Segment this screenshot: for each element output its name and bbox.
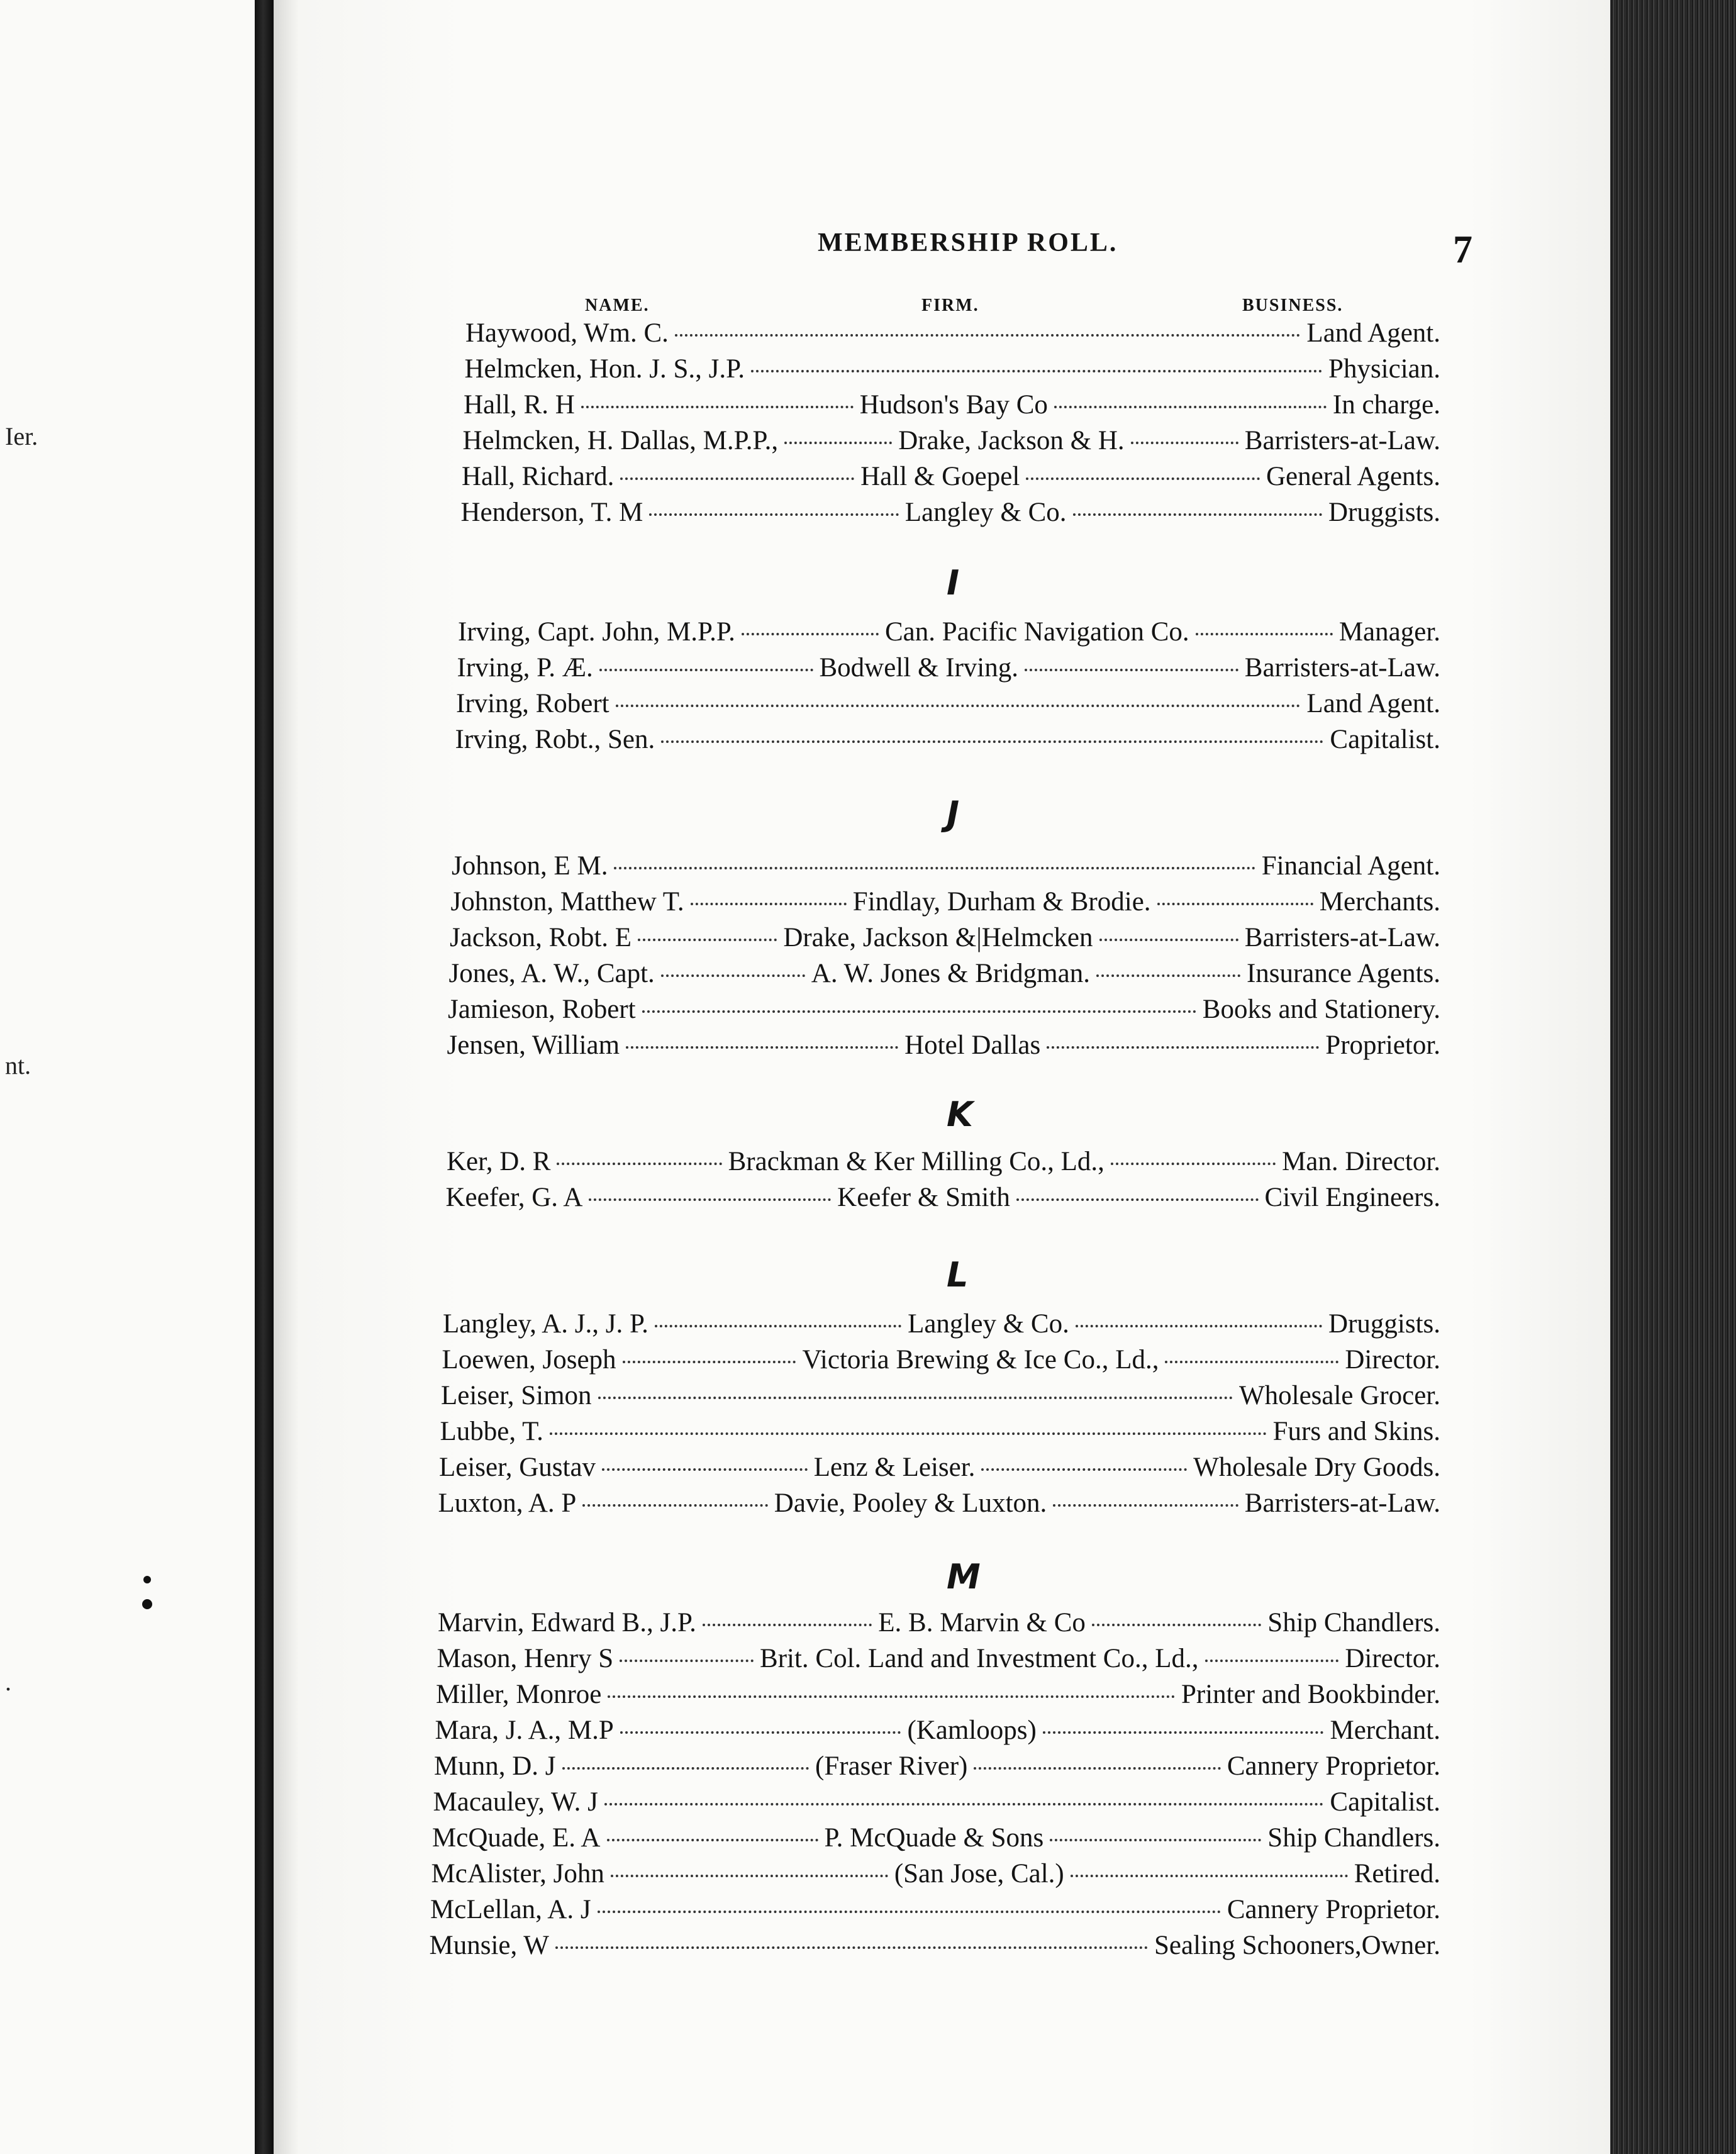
roll-entry bbox=[441, 1380, 1440, 1417]
dot-leader bbox=[661, 740, 1323, 743]
roll-entry bbox=[464, 389, 1440, 426]
roll-entry bbox=[455, 724, 1441, 761]
left-page-fragment: . bbox=[5, 1668, 11, 1696]
member-name: Loewen, Joseph bbox=[442, 1345, 616, 1375]
member-business: Proprietor. bbox=[1325, 1030, 1441, 1060]
dot-leader bbox=[599, 669, 813, 671]
member-business: Physician. bbox=[1328, 354, 1440, 384]
roll-entry bbox=[446, 1182, 1441, 1219]
member-business: Manager. bbox=[1338, 617, 1441, 647]
roll-entry bbox=[456, 688, 1440, 725]
dot-leader bbox=[607, 1839, 818, 1841]
member-firm: (San Jose, Cal.) bbox=[894, 1859, 1064, 1889]
dot-leader bbox=[1076, 1325, 1322, 1327]
member-firm: Bodwell & Irving. bbox=[819, 653, 1018, 683]
member-name: Jones, A. W., Capt. bbox=[448, 959, 655, 988]
member-business: Sealing Schooners,Owner. bbox=[1154, 1931, 1440, 1960]
member-name: Irving, Robt., Sen. bbox=[455, 725, 655, 754]
member-name: Keefer, G. A bbox=[445, 1183, 583, 1212]
member-business: Director. bbox=[1345, 1644, 1440, 1673]
roll-entry bbox=[443, 1309, 1440, 1345]
dot-leader bbox=[598, 1911, 1221, 1913]
roll-entry bbox=[450, 922, 1440, 959]
dot-leader bbox=[602, 1468, 808, 1471]
member-name: Leiser, Simon bbox=[441, 1381, 592, 1410]
member-business: Printer and Bookbinder. bbox=[1181, 1680, 1440, 1709]
dot-leader bbox=[1026, 477, 1260, 480]
dot-leader bbox=[703, 1624, 872, 1626]
member-name: Johnston, Matthew T. bbox=[450, 887, 684, 917]
member-name: Hall, Richard. bbox=[462, 462, 615, 491]
member-firm: Brit. Col. Land and Investment Co., Ld., bbox=[760, 1644, 1199, 1673]
roll-entry bbox=[439, 1452, 1440, 1488]
member-name: Langley, A. J., J. P. bbox=[443, 1309, 648, 1339]
roll-entry bbox=[447, 1146, 1440, 1183]
member-name: Ker, D. R bbox=[447, 1147, 551, 1176]
member-firm: Drake, Jackson &|Helmcken bbox=[783, 923, 1093, 952]
dot-leader bbox=[649, 513, 898, 516]
roll-entry bbox=[463, 425, 1441, 462]
member-firm: E. B. Marvin & Co bbox=[878, 1608, 1086, 1638]
member-name: Marvin, Edward B., J.P. bbox=[438, 1608, 696, 1638]
member-business: Ship Chandlers. bbox=[1267, 1608, 1441, 1638]
member-name: Jamieson, Robert bbox=[448, 995, 636, 1024]
member-name: Mason, Henry S bbox=[437, 1644, 614, 1673]
dot-leader bbox=[1073, 513, 1322, 516]
member-firm: Victoria Brewing & Ice Co., Ld., bbox=[802, 1345, 1159, 1375]
dot-leader bbox=[581, 406, 854, 408]
ink-dot bbox=[142, 1599, 152, 1609]
dot-leader bbox=[611, 1875, 888, 1877]
roll-entry bbox=[442, 1344, 1441, 1381]
roll-entry bbox=[437, 1643, 1441, 1680]
member-business: Ship Chandlers. bbox=[1267, 1823, 1441, 1853]
roll-entry bbox=[433, 1787, 1441, 1823]
dot-leader bbox=[1205, 1660, 1339, 1662]
member-business: Barristers-at-Law. bbox=[1244, 426, 1441, 455]
member-name: Irving, P. Æ. bbox=[457, 653, 593, 683]
dot-leader bbox=[555, 1946, 1148, 1949]
dot-leader bbox=[1025, 669, 1238, 671]
dot-leader bbox=[1071, 1875, 1348, 1877]
dot-leader bbox=[1157, 903, 1313, 905]
page-number: 7 bbox=[1453, 228, 1472, 271]
dot-leader bbox=[608, 1695, 1175, 1698]
dot-leader bbox=[562, 1767, 809, 1770]
dot-leader bbox=[742, 633, 879, 635]
member-business: Capitalist. bbox=[1330, 725, 1440, 754]
column-header-business: BUSINESS. bbox=[1242, 296, 1344, 315]
roll-entry bbox=[458, 617, 1440, 653]
member-name: Jackson, Robt. E bbox=[450, 923, 632, 952]
member-name: Mara, J. A., M.P bbox=[435, 1716, 614, 1745]
section-letter: L bbox=[947, 1255, 969, 1295]
member-business: Man. Director. bbox=[1282, 1147, 1441, 1176]
member-name: Irving, Robert bbox=[456, 689, 609, 718]
book-gutter bbox=[255, 0, 274, 2154]
ink-dot bbox=[143, 1576, 151, 1583]
roll-entry bbox=[448, 994, 1440, 1030]
member-firm: Drake, Jackson & H. bbox=[898, 426, 1125, 455]
member-business: Barristers-at-Law. bbox=[1244, 923, 1440, 952]
member-business: Barristers-at-Law. bbox=[1244, 653, 1440, 683]
member-name: McLellan, A. J bbox=[430, 1895, 591, 1924]
roll-entry bbox=[449, 958, 1441, 995]
dot-leader bbox=[1196, 633, 1333, 635]
dot-leader bbox=[604, 1803, 1324, 1805]
dot-leader bbox=[1047, 1046, 1319, 1049]
member-business: Merchant. bbox=[1330, 1716, 1440, 1745]
member-firm: (Kamloops) bbox=[907, 1716, 1037, 1745]
member-business: Insurance Agents. bbox=[1246, 959, 1441, 988]
member-business: In charge. bbox=[1332, 390, 1440, 420]
roll-entry bbox=[430, 1894, 1440, 1931]
roll-entry bbox=[440, 1416, 1441, 1453]
dot-leader bbox=[582, 1504, 767, 1507]
roll-entry bbox=[435, 1715, 1441, 1751]
member-firm: Langley & Co. bbox=[908, 1309, 1069, 1339]
dot-leader bbox=[1043, 1731, 1324, 1734]
member-firm: Lenz & Leiser. bbox=[813, 1453, 976, 1482]
dot-leader bbox=[589, 1198, 831, 1201]
member-firm: Can. Pacific Navigation Co. bbox=[885, 617, 1189, 647]
roll-entry bbox=[434, 1751, 1440, 1787]
roll-entry bbox=[432, 1822, 1440, 1859]
member-firm: Langley & Co. bbox=[904, 498, 1067, 527]
member-name: Helmcken, Hon. J. S., J.P. bbox=[464, 354, 745, 384]
dot-leader bbox=[655, 1325, 901, 1327]
dot-leader bbox=[675, 334, 1301, 337]
member-name: Hall, R. H bbox=[464, 390, 575, 420]
dot-leader bbox=[661, 974, 805, 977]
roll-entry bbox=[447, 1030, 1441, 1066]
member-firm: A. W. Jones & Bridgman. bbox=[811, 959, 1090, 988]
member-name: Munsie, W bbox=[429, 1931, 549, 1960]
member-firm: Davie, Pooley & Luxton. bbox=[774, 1488, 1047, 1518]
member-business: Wholesale Grocer. bbox=[1239, 1381, 1440, 1410]
member-business: Cannery Proprietor. bbox=[1227, 1751, 1441, 1781]
dot-leader bbox=[1099, 939, 1238, 941]
member-firm: Hotel Dallas bbox=[904, 1030, 1041, 1060]
member-business: Druggists. bbox=[1328, 1309, 1441, 1339]
roll-entry bbox=[457, 652, 1441, 689]
member-business: Barristers-at-Law. bbox=[1244, 1488, 1440, 1518]
member-business: Retired. bbox=[1354, 1859, 1441, 1889]
dot-leader bbox=[1096, 974, 1240, 977]
member-firm: P. McQuade & Sons bbox=[824, 1823, 1044, 1853]
member-business: General Agents. bbox=[1266, 462, 1440, 491]
roll-entry bbox=[451, 886, 1441, 923]
column-header-firm: FIRM. bbox=[921, 296, 979, 315]
member-firm: Keefer & Smith bbox=[837, 1183, 1010, 1212]
dot-leader bbox=[1131, 442, 1238, 444]
dot-leader bbox=[1092, 1624, 1261, 1626]
roll-entry bbox=[465, 318, 1440, 354]
roll-entry bbox=[465, 354, 1441, 390]
member-name: Lubbe, T. bbox=[440, 1417, 543, 1446]
dot-leader bbox=[642, 1010, 1196, 1013]
dot-leader bbox=[620, 1731, 901, 1734]
dot-leader bbox=[557, 1163, 721, 1165]
left-page bbox=[0, 0, 255, 2154]
roll-entry bbox=[438, 1607, 1440, 1644]
roll-entry bbox=[462, 461, 1440, 498]
dot-leader bbox=[974, 1767, 1220, 1770]
member-firm: (Fraser River) bbox=[815, 1751, 968, 1781]
dot-leader bbox=[616, 705, 1301, 707]
section-letter: J bbox=[947, 794, 960, 834]
dot-leader bbox=[784, 442, 892, 444]
dot-leader bbox=[1016, 1198, 1259, 1201]
member-business: Books and Stationery. bbox=[1202, 995, 1440, 1024]
member-name: Irving, Capt. John, M.P.P. bbox=[458, 617, 735, 647]
dot-leader bbox=[620, 1660, 754, 1662]
dot-leader bbox=[614, 867, 1255, 869]
member-name: Munn, D. J bbox=[434, 1751, 556, 1781]
column-header-name: NAME. bbox=[585, 296, 650, 315]
member-name: Miller, Monroe bbox=[436, 1680, 602, 1709]
member-name: Haywood, Wm. C. bbox=[465, 318, 669, 348]
roll-entry bbox=[452, 851, 1440, 887]
dot-leader bbox=[1054, 406, 1327, 408]
roll-entry bbox=[438, 1488, 1441, 1524]
roll-entry bbox=[430, 1930, 1441, 1967]
roll-entry bbox=[431, 1858, 1441, 1895]
member-name: Macauley, W. J bbox=[433, 1787, 598, 1817]
member-business: Druggists. bbox=[1328, 498, 1440, 527]
member-business: Cannery Proprietor. bbox=[1227, 1895, 1440, 1924]
member-business: Financial Agent. bbox=[1261, 851, 1440, 881]
section-letter: M bbox=[947, 1557, 981, 1597]
dot-leader bbox=[1050, 1839, 1261, 1841]
member-firm: Findlay, Durham & Brodie. bbox=[852, 887, 1151, 917]
member-business: Director. bbox=[1345, 1345, 1440, 1375]
member-business: Furs and Skins. bbox=[1272, 1417, 1440, 1446]
left-page-fragment: nt. bbox=[5, 1051, 31, 1080]
roll-entry bbox=[461, 497, 1441, 533]
dot-leader bbox=[620, 477, 854, 480]
dot-leader bbox=[1053, 1504, 1238, 1507]
running-title: MEMBERSHIP ROLL. bbox=[818, 228, 1118, 257]
dot-leader bbox=[1165, 1361, 1338, 1363]
member-name: McAlister, John bbox=[431, 1859, 604, 1889]
member-name: Luxton, A. P bbox=[438, 1488, 577, 1518]
member-business: Land Agent. bbox=[1306, 689, 1440, 718]
dot-leader bbox=[1111, 1163, 1276, 1165]
dot-leader bbox=[626, 1046, 898, 1049]
member-business: Wholesale Dry Goods. bbox=[1193, 1453, 1441, 1482]
member-business: Merchants. bbox=[1319, 887, 1441, 917]
dot-leader bbox=[623, 1361, 796, 1363]
dot-leader bbox=[638, 939, 777, 941]
dot-leader bbox=[691, 903, 847, 905]
left-page-fragment: Ier. bbox=[5, 422, 38, 450]
member-business: Land Agent. bbox=[1306, 318, 1440, 348]
member-name: Helmcken, H. Dallas, M.P.P., bbox=[462, 426, 779, 455]
member-firm: Hall & Goepel bbox=[860, 462, 1020, 491]
member-business: Capitalist. bbox=[1330, 1787, 1440, 1817]
roll-entry bbox=[436, 1679, 1440, 1716]
section-letter: K bbox=[947, 1095, 973, 1134]
member-firm: Brackman & Ker Milling Co., Ld., bbox=[728, 1147, 1104, 1176]
member-name: Leiser, Gustav bbox=[439, 1453, 596, 1482]
member-name: Henderson, T. M bbox=[460, 498, 643, 527]
member-firm: Hudson's Bay Co bbox=[859, 390, 1048, 420]
dot-leader bbox=[751, 370, 1322, 372]
member-name: McQuade, E. A bbox=[432, 1823, 601, 1853]
member-name: Johnson, E M. bbox=[452, 851, 608, 881]
page-edges bbox=[1610, 0, 1736, 2154]
dot-leader bbox=[598, 1397, 1233, 1399]
section-letter: I bbox=[947, 563, 960, 603]
member-name: Jensen, William bbox=[447, 1030, 620, 1060]
member-business: Civil Engineers. bbox=[1264, 1183, 1440, 1212]
dot-leader bbox=[981, 1468, 1187, 1471]
dot-leader bbox=[550, 1432, 1267, 1435]
